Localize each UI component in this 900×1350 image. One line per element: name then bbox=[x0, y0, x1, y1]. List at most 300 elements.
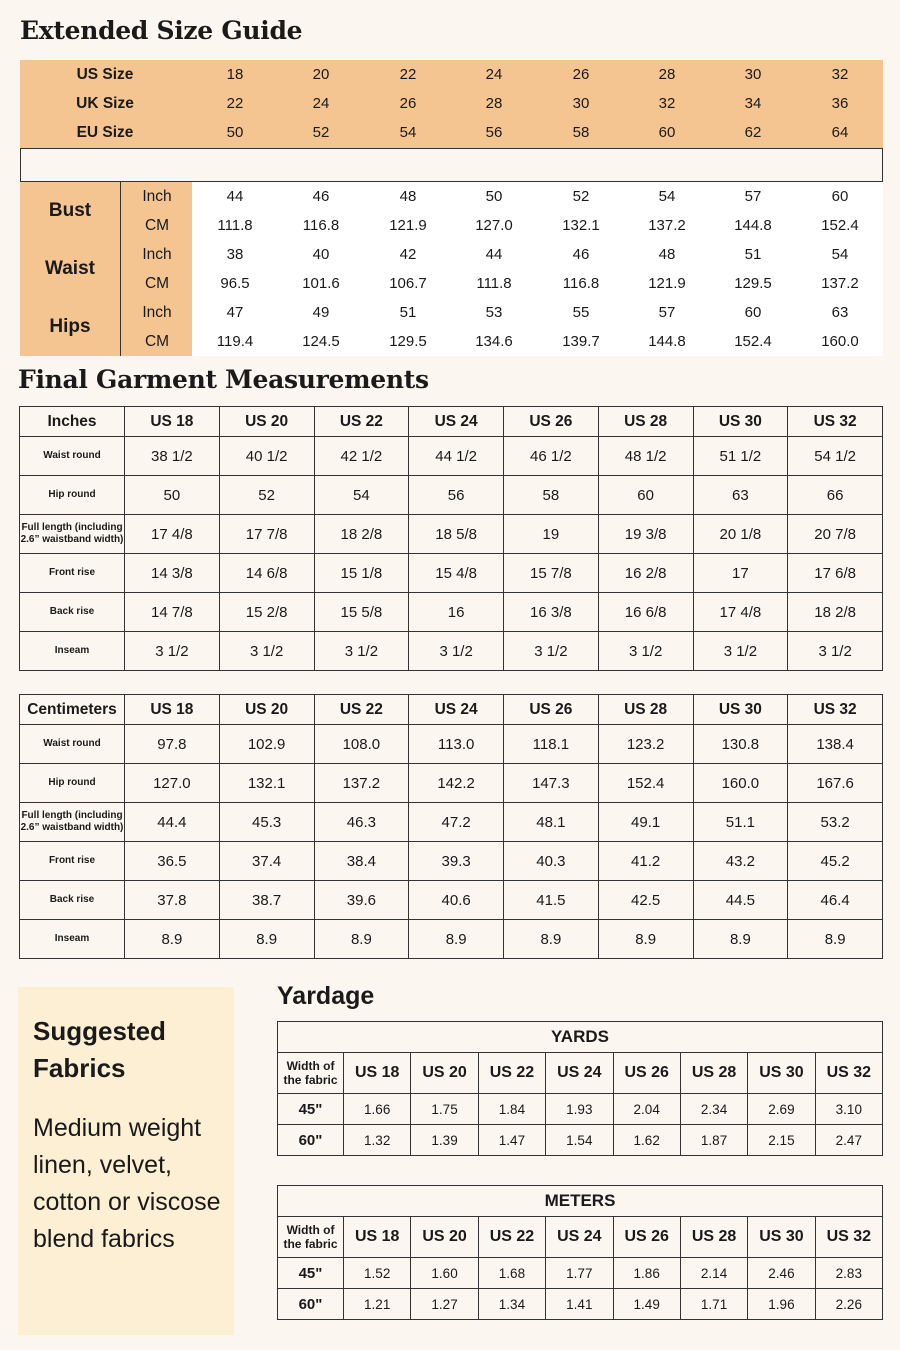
row-label: Inseam bbox=[20, 632, 125, 671]
size-header: US 20 bbox=[411, 1053, 478, 1094]
measurement-row bbox=[20, 515, 883, 554]
size-value: 20 bbox=[312, 66, 330, 83]
cell-value: 19 3/8 bbox=[598, 515, 693, 554]
cell-value: 16 bbox=[409, 593, 504, 632]
size-row bbox=[20, 89, 883, 118]
cell-value: 16 2/8 bbox=[598, 554, 693, 593]
cell-value: 15 1/8 bbox=[314, 554, 409, 593]
cell-value: 44 1/2 bbox=[409, 437, 504, 476]
yardage-value: 1.34 bbox=[478, 1289, 545, 1320]
cell-value: 38.7 bbox=[219, 881, 314, 920]
suggested-fabrics-box bbox=[18, 987, 234, 1335]
yardage-title: Yardage bbox=[277, 982, 375, 1010]
size-conversion-header bbox=[20, 60, 883, 148]
size-row-label: UK Size bbox=[76, 95, 134, 112]
yardage-value: 1.54 bbox=[546, 1125, 613, 1156]
cell-value: 8.9 bbox=[788, 920, 883, 959]
yardage-value: 1.27 bbox=[411, 1289, 478, 1320]
size-header: US 24 bbox=[546, 1217, 613, 1258]
row-label: Back rise bbox=[20, 593, 125, 632]
measurement-group-waist bbox=[20, 240, 883, 299]
size-value: 60 bbox=[658, 124, 676, 141]
cell-value: 16 3/8 bbox=[504, 593, 599, 632]
cell-value: 17 bbox=[693, 554, 788, 593]
size-value: 30 bbox=[572, 95, 590, 112]
size-header: US 28 bbox=[680, 1053, 747, 1094]
yardage-value: 1.77 bbox=[546, 1258, 613, 1289]
measurement-row bbox=[20, 554, 883, 593]
measurement-value: 55 bbox=[572, 304, 590, 321]
size-header: US 26 bbox=[504, 407, 599, 437]
size-header: US 22 bbox=[314, 407, 409, 437]
cell-value: 15 2/8 bbox=[219, 593, 314, 632]
cell-value: 147.3 bbox=[504, 764, 599, 803]
measurement-value: 132.1 bbox=[562, 217, 600, 234]
measurement-value: 51 bbox=[744, 246, 762, 263]
size-header: US 32 bbox=[788, 695, 883, 725]
size-guide-table bbox=[20, 60, 883, 350]
size-header: US 28 bbox=[598, 695, 693, 725]
unit-header: Inches bbox=[20, 407, 125, 437]
yardage-value: 2.47 bbox=[815, 1125, 882, 1156]
size-value: 34 bbox=[744, 95, 762, 112]
yardage-yards-table bbox=[277, 1021, 883, 1156]
cell-value: 3 1/2 bbox=[693, 632, 788, 671]
cell-value: 41.5 bbox=[504, 881, 599, 920]
measurement-value: 144.8 bbox=[648, 333, 686, 350]
measurement-value: 48 bbox=[658, 246, 676, 263]
unit-cm-label: CM bbox=[120, 269, 194, 298]
values-row-inch bbox=[192, 240, 883, 269]
cell-value: 37.8 bbox=[125, 881, 220, 920]
row-label: Waist round bbox=[20, 725, 125, 764]
yardage-value: 1.75 bbox=[411, 1094, 478, 1125]
size-header: US 24 bbox=[409, 695, 504, 725]
cell-value: 15 5/8 bbox=[314, 593, 409, 632]
cell-value: 45.2 bbox=[788, 842, 883, 881]
yardage-value: 1.93 bbox=[546, 1094, 613, 1125]
fabrics-description: Medium weight linen, velvet, cotton or viscose blend fabrics bbox=[33, 1114, 221, 1253]
measurement-value: 137.2 bbox=[821, 275, 859, 292]
cell-value: 3 1/2 bbox=[219, 632, 314, 671]
cell-value: 18 2/8 bbox=[788, 593, 883, 632]
cell-value: 14 3/8 bbox=[125, 554, 220, 593]
unit-inch-label: Inch bbox=[120, 240, 194, 270]
cell-value: 8.9 bbox=[219, 920, 314, 959]
measurement-row bbox=[20, 764, 883, 803]
yardage-value: 2.46 bbox=[748, 1258, 815, 1289]
yardage-meters-table bbox=[277, 1185, 883, 1320]
yardage-value: 2.69 bbox=[748, 1094, 815, 1125]
size-header: US 32 bbox=[815, 1053, 882, 1094]
size-value: 56 bbox=[485, 124, 503, 141]
measurement-value: 60 bbox=[831, 188, 849, 205]
cell-value: 56 bbox=[409, 476, 504, 515]
measurement-value: 49 bbox=[312, 304, 330, 321]
yardage-value: 2.26 bbox=[815, 1289, 882, 1320]
cell-value: 132.1 bbox=[219, 764, 314, 803]
measurement-value: 121.9 bbox=[648, 275, 686, 292]
size-header: US 30 bbox=[748, 1217, 815, 1258]
cell-value: 46 1/2 bbox=[504, 437, 599, 476]
cell-value: 40.6 bbox=[409, 881, 504, 920]
measurement-row bbox=[20, 803, 883, 842]
cell-value: 20 7/8 bbox=[788, 515, 883, 554]
size-header: US 22 bbox=[478, 1053, 545, 1094]
size-guide-divider bbox=[20, 148, 883, 182]
size-value: 58 bbox=[572, 124, 590, 141]
cell-value: 47.2 bbox=[409, 803, 504, 842]
measurement-row bbox=[20, 437, 883, 476]
cell-value: 14 6/8 bbox=[219, 554, 314, 593]
cell-value: 8.9 bbox=[504, 920, 599, 959]
size-header: US 30 bbox=[693, 695, 788, 725]
size-value: 36 bbox=[831, 95, 849, 112]
measurement-value: 54 bbox=[831, 246, 849, 263]
yardage-value: 1.39 bbox=[411, 1125, 478, 1156]
size-value: 62 bbox=[744, 124, 762, 141]
cell-value: 8.9 bbox=[598, 920, 693, 959]
cell-value: 42.5 bbox=[598, 881, 693, 920]
size-value: 30 bbox=[744, 66, 762, 83]
cell-value: 8.9 bbox=[125, 920, 220, 959]
cell-value: 3 1/2 bbox=[409, 632, 504, 671]
measurement-value: 160.0 bbox=[821, 333, 859, 350]
cell-value: 138.4 bbox=[788, 725, 883, 764]
size-row-label: US Size bbox=[76, 66, 134, 83]
measurement-row bbox=[20, 725, 883, 764]
yardage-value: 1.52 bbox=[344, 1258, 411, 1289]
measurement-value: 124.5 bbox=[302, 333, 340, 350]
cell-value: 54 1/2 bbox=[788, 437, 883, 476]
garment-inches-table bbox=[19, 406, 883, 671]
measurement-value: 44 bbox=[485, 246, 503, 263]
measurement-value: 44 bbox=[226, 188, 244, 205]
measurement-value: 101.6 bbox=[302, 275, 340, 292]
measurement-row bbox=[20, 593, 883, 632]
size-value: 32 bbox=[658, 95, 676, 112]
measurement-value: 42 bbox=[399, 246, 417, 263]
measurement-group-hips bbox=[20, 298, 883, 356]
measurement-value: 106.7 bbox=[389, 275, 427, 292]
size-header: US 26 bbox=[613, 1217, 680, 1258]
cell-value: 8.9 bbox=[693, 920, 788, 959]
header-row bbox=[278, 1217, 883, 1258]
size-header: US 32 bbox=[788, 407, 883, 437]
size-header: US 18 bbox=[125, 695, 220, 725]
measurement-value: 137.2 bbox=[648, 217, 686, 234]
cell-value: 16 6/8 bbox=[598, 593, 693, 632]
measurement-value: 48 bbox=[399, 188, 417, 205]
header-row bbox=[20, 695, 883, 725]
cell-value: 118.1 bbox=[504, 725, 599, 764]
size-value: 26 bbox=[399, 95, 417, 112]
measurement-value: 52 bbox=[572, 188, 590, 205]
size-guide-title: Extended Size Guide bbox=[20, 16, 303, 45]
measurement-name: Hips bbox=[20, 298, 120, 356]
yardage-value: 1.84 bbox=[478, 1094, 545, 1125]
cell-value: 45.3 bbox=[219, 803, 314, 842]
yardage-value: 1.66 bbox=[344, 1094, 411, 1125]
cell-value: 18 5/8 bbox=[409, 515, 504, 554]
cell-value: 97.8 bbox=[125, 725, 220, 764]
unit-cm-label: CM bbox=[120, 211, 194, 240]
measurement-value: 50 bbox=[485, 188, 503, 205]
measurement-value: 116.8 bbox=[562, 275, 600, 292]
yardage-value: 1.68 bbox=[478, 1258, 545, 1289]
caption-row bbox=[278, 1186, 883, 1217]
measurement-values bbox=[192, 298, 883, 356]
cell-value: 20 1/8 bbox=[693, 515, 788, 554]
size-row bbox=[20, 118, 883, 147]
measurement-value: 121.9 bbox=[389, 217, 427, 234]
size-value: 50 bbox=[226, 124, 244, 141]
size-header: US 28 bbox=[680, 1217, 747, 1258]
yardage-value: 1.60 bbox=[411, 1258, 478, 1289]
measurement-value: 47 bbox=[226, 304, 244, 321]
row-label: Full length (including 2.6” waistband width) bbox=[20, 515, 125, 554]
yardage-value: 2.34 bbox=[680, 1094, 747, 1125]
row-label: Front rise bbox=[20, 842, 125, 881]
cell-value: 41.2 bbox=[598, 842, 693, 881]
cell-value: 3 1/2 bbox=[504, 632, 599, 671]
yardage-row bbox=[278, 1289, 883, 1320]
cell-value: 137.2 bbox=[314, 764, 409, 803]
measurement-value: 96.5 bbox=[220, 275, 250, 292]
cell-value: 39.6 bbox=[314, 881, 409, 920]
size-value: 26 bbox=[572, 66, 590, 83]
fabric-width: 60" bbox=[278, 1125, 344, 1156]
yardage-value: 1.32 bbox=[344, 1125, 411, 1156]
row-label: Waist round bbox=[20, 437, 125, 476]
cell-value: 38.4 bbox=[314, 842, 409, 881]
measurement-name: Waist bbox=[20, 240, 120, 298]
cell-value: 36.5 bbox=[125, 842, 220, 881]
size-header: US 20 bbox=[219, 695, 314, 725]
measurement-value: 46 bbox=[572, 246, 590, 263]
unit-cm-label: CM bbox=[120, 327, 194, 356]
cell-value: 17 4/8 bbox=[693, 593, 788, 632]
row-label: Full length (including 2.6” waistband width) bbox=[20, 803, 125, 842]
cell-value: 54 bbox=[314, 476, 409, 515]
header-row bbox=[20, 407, 883, 437]
size-header: US 28 bbox=[598, 407, 693, 437]
yardage-value: 1.49 bbox=[613, 1289, 680, 1320]
yardage-value: 1.96 bbox=[748, 1289, 815, 1320]
size-header: US 18 bbox=[125, 407, 220, 437]
size-value: 28 bbox=[485, 95, 503, 112]
size-value: 24 bbox=[485, 66, 503, 83]
size-header: US 20 bbox=[219, 407, 314, 437]
cell-value: 46.4 bbox=[788, 881, 883, 920]
cell-value: 113.0 bbox=[409, 725, 504, 764]
garment-centimeters-table bbox=[19, 694, 883, 959]
yardage-value: 1.62 bbox=[613, 1125, 680, 1156]
yardage-row bbox=[278, 1258, 883, 1289]
cell-value: 15 4/8 bbox=[409, 554, 504, 593]
measurement-row bbox=[20, 881, 883, 920]
yardage-value: 2.14 bbox=[680, 1258, 747, 1289]
size-header: US 22 bbox=[314, 695, 409, 725]
cell-value: 18 2/8 bbox=[314, 515, 409, 554]
size-header: US 32 bbox=[815, 1217, 882, 1258]
measurement-value: 54 bbox=[658, 188, 676, 205]
cell-value: 17 4/8 bbox=[125, 515, 220, 554]
cell-value: 108.0 bbox=[314, 725, 409, 764]
measurement-value: 116.8 bbox=[302, 217, 340, 234]
cell-value: 51 1/2 bbox=[693, 437, 788, 476]
measurement-values bbox=[192, 240, 883, 298]
cell-value: 127.0 bbox=[125, 764, 220, 803]
fabric-width: 45" bbox=[278, 1258, 344, 1289]
yardage-value: 2.15 bbox=[748, 1125, 815, 1156]
cell-value: 39.3 bbox=[409, 842, 504, 881]
size-header: US 30 bbox=[748, 1053, 815, 1094]
row-label: Inseam bbox=[20, 920, 125, 959]
unit-inch-label: Inch bbox=[120, 298, 194, 328]
measurement-value: 40 bbox=[312, 246, 330, 263]
cell-value: 40 1/2 bbox=[219, 437, 314, 476]
cell-value: 38 1/2 bbox=[125, 437, 220, 476]
cell-value: 44.4 bbox=[125, 803, 220, 842]
cell-value: 66 bbox=[788, 476, 883, 515]
row-label: Hip round bbox=[20, 764, 125, 803]
unit-caption: METERS bbox=[278, 1186, 883, 1217]
size-value: 54 bbox=[399, 124, 417, 141]
yardage-value: 1.71 bbox=[680, 1289, 747, 1320]
measurement-row bbox=[20, 476, 883, 515]
cell-value: 58 bbox=[504, 476, 599, 515]
size-value: 52 bbox=[312, 124, 330, 141]
cell-value: 3 1/2 bbox=[314, 632, 409, 671]
yardage-value: 1.86 bbox=[613, 1258, 680, 1289]
cell-value: 17 7/8 bbox=[219, 515, 314, 554]
cell-value: 15 7/8 bbox=[504, 554, 599, 593]
cell-value: 19 bbox=[504, 515, 599, 554]
size-row-label: EU Size bbox=[76, 124, 134, 141]
size-header: US 26 bbox=[504, 695, 599, 725]
cell-value: 40.3 bbox=[504, 842, 599, 881]
size-value: 28 bbox=[658, 66, 676, 83]
cell-value: 167.6 bbox=[788, 764, 883, 803]
cell-value: 48 1/2 bbox=[598, 437, 693, 476]
values-row-cm bbox=[192, 327, 883, 356]
width-label: Width of the fabric bbox=[278, 1217, 344, 1258]
yardage-value: 3.10 bbox=[815, 1094, 882, 1125]
yardage-value: 1.21 bbox=[344, 1289, 411, 1320]
values-row-inch bbox=[192, 298, 883, 327]
measurement-value: 111.8 bbox=[476, 275, 512, 292]
measurement-group-bust bbox=[20, 182, 883, 241]
cell-value: 53.2 bbox=[788, 803, 883, 842]
measurement-row bbox=[20, 632, 883, 671]
size-value: 24 bbox=[312, 95, 330, 112]
yardage-value: 2.83 bbox=[815, 1258, 882, 1289]
yardage-value: 1.87 bbox=[680, 1125, 747, 1156]
size-value: 18 bbox=[226, 66, 244, 83]
size-value: 64 bbox=[831, 124, 849, 141]
measurement-value: 152.4 bbox=[821, 217, 859, 234]
row-label: Back rise bbox=[20, 881, 125, 920]
measurement-value: 152.4 bbox=[734, 333, 772, 350]
cell-value: 52 bbox=[219, 476, 314, 515]
measurement-value: 134.6 bbox=[475, 333, 513, 350]
measurement-value: 53 bbox=[485, 304, 503, 321]
size-header: US 26 bbox=[613, 1053, 680, 1094]
fabric-width: 45" bbox=[278, 1094, 344, 1125]
measurement-row bbox=[20, 920, 883, 959]
measurement-values bbox=[192, 182, 883, 240]
measurement-value: 51 bbox=[399, 304, 417, 321]
cell-value: 14 7/8 bbox=[125, 593, 220, 632]
cell-value: 44.5 bbox=[693, 881, 788, 920]
measurement-value: 139.7 bbox=[562, 333, 600, 350]
cell-value: 46.3 bbox=[314, 803, 409, 842]
cell-value: 51.1 bbox=[693, 803, 788, 842]
size-header: US 24 bbox=[546, 1053, 613, 1094]
cell-value: 142.2 bbox=[409, 764, 504, 803]
measurement-value: 127.0 bbox=[475, 217, 513, 234]
unit-inch-label: Inch bbox=[120, 182, 194, 212]
cell-value: 123.2 bbox=[598, 725, 693, 764]
unit-header: Centimeters bbox=[20, 695, 125, 725]
unit-caption: YARDS bbox=[278, 1022, 883, 1053]
cell-value: 3 1/2 bbox=[125, 632, 220, 671]
cell-value: 152.4 bbox=[598, 764, 693, 803]
cell-value: 60 bbox=[598, 476, 693, 515]
garment-title: Final Garment Measurements bbox=[18, 365, 429, 394]
yardage-value: 2.04 bbox=[613, 1094, 680, 1125]
measurement-value: 111.8 bbox=[217, 217, 253, 234]
size-header: US 22 bbox=[478, 1217, 545, 1258]
cell-value: 8.9 bbox=[314, 920, 409, 959]
size-row bbox=[20, 60, 883, 89]
cell-value: 3 1/2 bbox=[788, 632, 883, 671]
yardage-row bbox=[278, 1094, 883, 1125]
fabrics-title: Suggested Fabrics bbox=[33, 1016, 166, 1083]
measurement-name: Bust bbox=[20, 182, 120, 240]
cell-value: 43.2 bbox=[693, 842, 788, 881]
fabric-width: 60" bbox=[278, 1289, 344, 1320]
cell-value: 102.9 bbox=[219, 725, 314, 764]
size-value: 22 bbox=[399, 66, 417, 83]
cell-value: 49.1 bbox=[598, 803, 693, 842]
measurement-value: 46 bbox=[312, 188, 330, 205]
measurement-value: 63 bbox=[831, 304, 849, 321]
measurement-value: 119.4 bbox=[216, 333, 254, 350]
header-row bbox=[278, 1053, 883, 1094]
measurement-value: 144.8 bbox=[734, 217, 772, 234]
row-label: Front rise bbox=[20, 554, 125, 593]
values-row-inch bbox=[192, 182, 883, 211]
caption-row bbox=[278, 1022, 883, 1053]
yardage-value: 1.47 bbox=[478, 1125, 545, 1156]
measurement-row bbox=[20, 842, 883, 881]
cell-value: 17 6/8 bbox=[788, 554, 883, 593]
size-value: 22 bbox=[226, 95, 244, 112]
cell-value: 3 1/2 bbox=[598, 632, 693, 671]
values-row-cm bbox=[192, 269, 883, 298]
row-label: Hip round bbox=[20, 476, 125, 515]
cell-value: 37.4 bbox=[219, 842, 314, 881]
yardage-value: 1.41 bbox=[546, 1289, 613, 1320]
cell-value: 160.0 bbox=[693, 764, 788, 803]
size-header: US 30 bbox=[693, 407, 788, 437]
size-header: US 20 bbox=[411, 1217, 478, 1258]
measurement-value: 57 bbox=[658, 304, 676, 321]
yardage-row bbox=[278, 1125, 883, 1156]
width-label: Width of the fabric bbox=[278, 1053, 344, 1094]
